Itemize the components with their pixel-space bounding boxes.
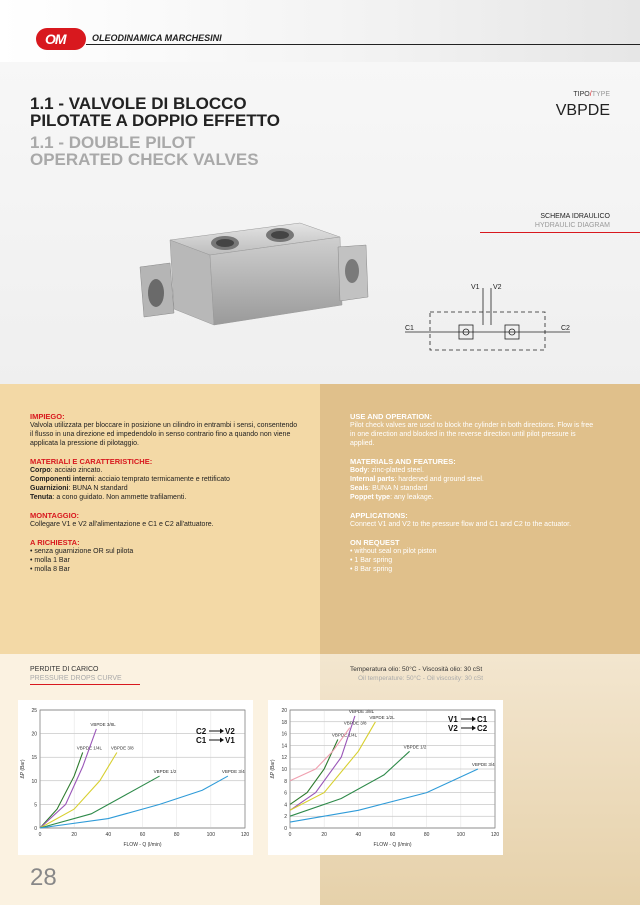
charts-title-en: PRESSURE DROPS CURVE — [30, 675, 122, 682]
title-en-line1: 1.1 - DOUBLE PILOT — [30, 133, 196, 152]
series-label: VBPDE 3/8 — [110, 745, 134, 751]
x-tick-label: 60 — [139, 832, 146, 838]
tipo-label: TIPO — [573, 91, 590, 98]
y-tick-label: 20 — [281, 708, 287, 714]
y-tick-label: 0 — [284, 826, 287, 832]
series-label: VBPDE 3/4 — [221, 769, 245, 775]
page-number: 28 — [30, 864, 57, 891]
series-label: VBPDE 3/4 — [471, 762, 495, 767]
x-tick-label: 20 — [71, 832, 77, 838]
richiesta-item: • senza guarnizione OR sul pilota — [30, 548, 134, 555]
x-tick-label: 0 — [38, 832, 42, 838]
y-tick-label: 4 — [284, 802, 287, 809]
valve-image — [130, 215, 380, 335]
series-label: VBPDE 1/2L — [369, 714, 395, 720]
model-code: VBPDE — [555, 102, 610, 119]
port-c2: C2 — [561, 325, 570, 332]
y-tick-label: 10 — [281, 767, 287, 773]
y-tick-label: 2 — [284, 814, 287, 821]
y-tick-label: 8 — [284, 778, 287, 785]
legend-to: C1 — [477, 715, 488, 724]
series-label: VBPDE 1/2 — [403, 744, 427, 750]
x-tick-label: 80 — [423, 832, 430, 838]
y-tick-label: 0 — [34, 826, 37, 832]
chart-v-to-c — [268, 700, 503, 855]
request-title: ON REQUEST — [350, 538, 400, 547]
richiesta-title: A RICHIESTA: — [30, 538, 80, 547]
use-text: Pilot check valves are used to block the cylinder in both directions. Flow is free in one direction and blocked in the reverse direction until pilot pressure is applied. — [350, 422, 594, 447]
x-tick-label: 40 — [105, 832, 112, 838]
temp-it: Temperatura olio: 50°C - Viscosità olio: 30 cSt — [350, 666, 483, 673]
italian-text — [30, 412, 300, 574]
series-label: VBPDE 3/8L — [90, 721, 116, 727]
x-tick-label: 100 — [456, 832, 466, 838]
materials-item: Body: zinc-plated steel. — [350, 467, 424, 474]
impiego-text: Valvola utilizzata per bloccare in posizione un cilindro in entrambi i sensi, consentendo il flusso in una direzione ed impedendolo in senso contrario fino a quando non viene applicata la pressione di pilotaggio. — [30, 422, 298, 447]
montaggio-title: MONTAGGIO: — [30, 511, 80, 520]
legend-from: V2 — [448, 724, 458, 733]
legend-to: C2 — [477, 724, 488, 733]
richiesta-item: • molla 8 Bar — [30, 566, 70, 573]
brand-logo — [36, 28, 86, 50]
request-item: • 1 Bar spring — [350, 557, 393, 564]
english-text — [350, 412, 595, 574]
x-tick-label: 100 — [206, 832, 216, 838]
use-title: USE AND OPERATION: — [350, 412, 433, 421]
x-tick-label: 120 — [490, 832, 500, 838]
series-label: VBPDE 3/8 — [343, 720, 367, 726]
y-tick-label: 15 — [31, 755, 37, 762]
header-band — [0, 0, 640, 62]
x-tick-label: 40 — [355, 832, 362, 838]
y-tick-label: 25 — [31, 708, 37, 714]
x-tick-label: 0 — [288, 832, 292, 838]
port-v1: V1 — [471, 284, 480, 291]
x-tick-label: 20 — [321, 832, 327, 838]
legend-to: V2 — [225, 727, 235, 736]
port-c1: C1 — [405, 325, 414, 332]
header-divider — [86, 44, 640, 45]
title-en-line2: OPERATED CHECK VALVES — [30, 150, 259, 169]
request-item: • 8 Bar spring — [350, 566, 393, 573]
request-item: • without seal on pilot piston — [350, 548, 437, 555]
type-en-label: TYPE — [591, 91, 610, 98]
legend-to: V1 — [225, 736, 235, 745]
materials-item: Poppet type: any leakage. — [350, 494, 434, 501]
materiali-title: MATERIALI E CARATTERISTICHE: — [30, 457, 153, 466]
series-label: VBPDE 1/2 — [153, 769, 177, 775]
series-label: VBPDE 1/4L — [76, 745, 102, 751]
chart-c-to-v — [18, 700, 253, 855]
x-axis-label: FLOW - Q (l/min) — [373, 842, 412, 848]
legend-from: V1 — [448, 715, 458, 724]
materials-list — [350, 466, 595, 502]
y-tick-label: 16 — [281, 731, 287, 738]
y-tick-label: 6 — [284, 790, 287, 797]
applications-title: APPLICATIONS: — [350, 511, 408, 520]
y-tick-label: 14 — [281, 743, 287, 750]
y-axis-label: ΔP (Bar) — [20, 759, 26, 779]
brand-name: OLEODINAMICA MARCHESINI — [92, 33, 222, 43]
materiali-item: Tenuta: a cono guidato. Non ammette trafilamenti. — [30, 494, 187, 501]
y-tick-label: 20 — [31, 731, 37, 738]
montaggio-text: Collegare V1 e V2 all'alimentazione e C1 e C2 all'attuatore. — [30, 521, 214, 528]
legend-from: C1 — [196, 736, 207, 745]
materials-title: MATERIALS AND FEATURES: — [350, 457, 456, 466]
materiali-item: Guarnizioni: BUNA N standard — [30, 485, 128, 492]
legend-from: C2 — [196, 727, 207, 736]
schema-title-it: SCHEMA IDRAULICO — [540, 213, 610, 220]
impiego-title: IMPIEGO: — [30, 412, 65, 421]
richiesta-item: • molla 1 Bar — [30, 557, 70, 564]
richiesta-list — [30, 547, 300, 574]
x-tick-label: 60 — [389, 832, 396, 838]
y-axis-label: ΔP (Bar) — [270, 759, 276, 779]
title-it-line1: 1.1 - VALVOLE DI BLOCCO — [30, 94, 247, 113]
schema-title-en: HYDRAULIC DIAGRAM — [534, 222, 610, 229]
series-label: VBPDE 1/4L — [331, 732, 358, 738]
charts-divider — [30, 684, 140, 685]
hydraulic-diagram — [395, 280, 585, 360]
x-axis-label: FLOW - Q (l/min) — [123, 842, 162, 848]
title-english — [30, 134, 350, 168]
y-tick-label: 18 — [281, 719, 287, 726]
materials-item: Internal parts: hardened and ground steel. — [350, 476, 484, 483]
schema-divider — [480, 232, 640, 233]
port-v2: V2 — [493, 284, 502, 291]
y-tick-label: 5 — [34, 802, 37, 809]
materiali-list — [30, 466, 300, 502]
materiali-item: Componenti interni: acciaio temprato termicamente e rettificato — [30, 476, 230, 483]
type-label — [540, 91, 610, 98]
y-tick-label: 10 — [31, 778, 37, 785]
title-it-line2: PILOTATE A DOPPIO EFFETTO — [30, 111, 280, 130]
series-label: VBPDE 3/8L — [348, 708, 375, 714]
y-tick-label: 12 — [281, 755, 287, 762]
title-italian — [30, 95, 350, 129]
x-tick-label: 120 — [240, 832, 250, 838]
x-tick-label: 80 — [173, 832, 180, 838]
charts-title-it: PERDITE DI CARICO — [30, 666, 99, 673]
request-list — [350, 547, 595, 574]
temp-en: Oil temperature: 50°C - Oil viscosity: 30 cSt — [358, 675, 484, 682]
applications-text: Connect V1 and V2 to the pressure flow and C1 and C2 to the actuator. — [350, 521, 572, 528]
materiali-item: Corpo: acciaio zincato. — [30, 467, 103, 474]
logo-text: OM — [45, 31, 66, 47]
materials-item: Seals: BUNA N standard — [350, 485, 428, 492]
type-slash: / — [589, 91, 592, 98]
